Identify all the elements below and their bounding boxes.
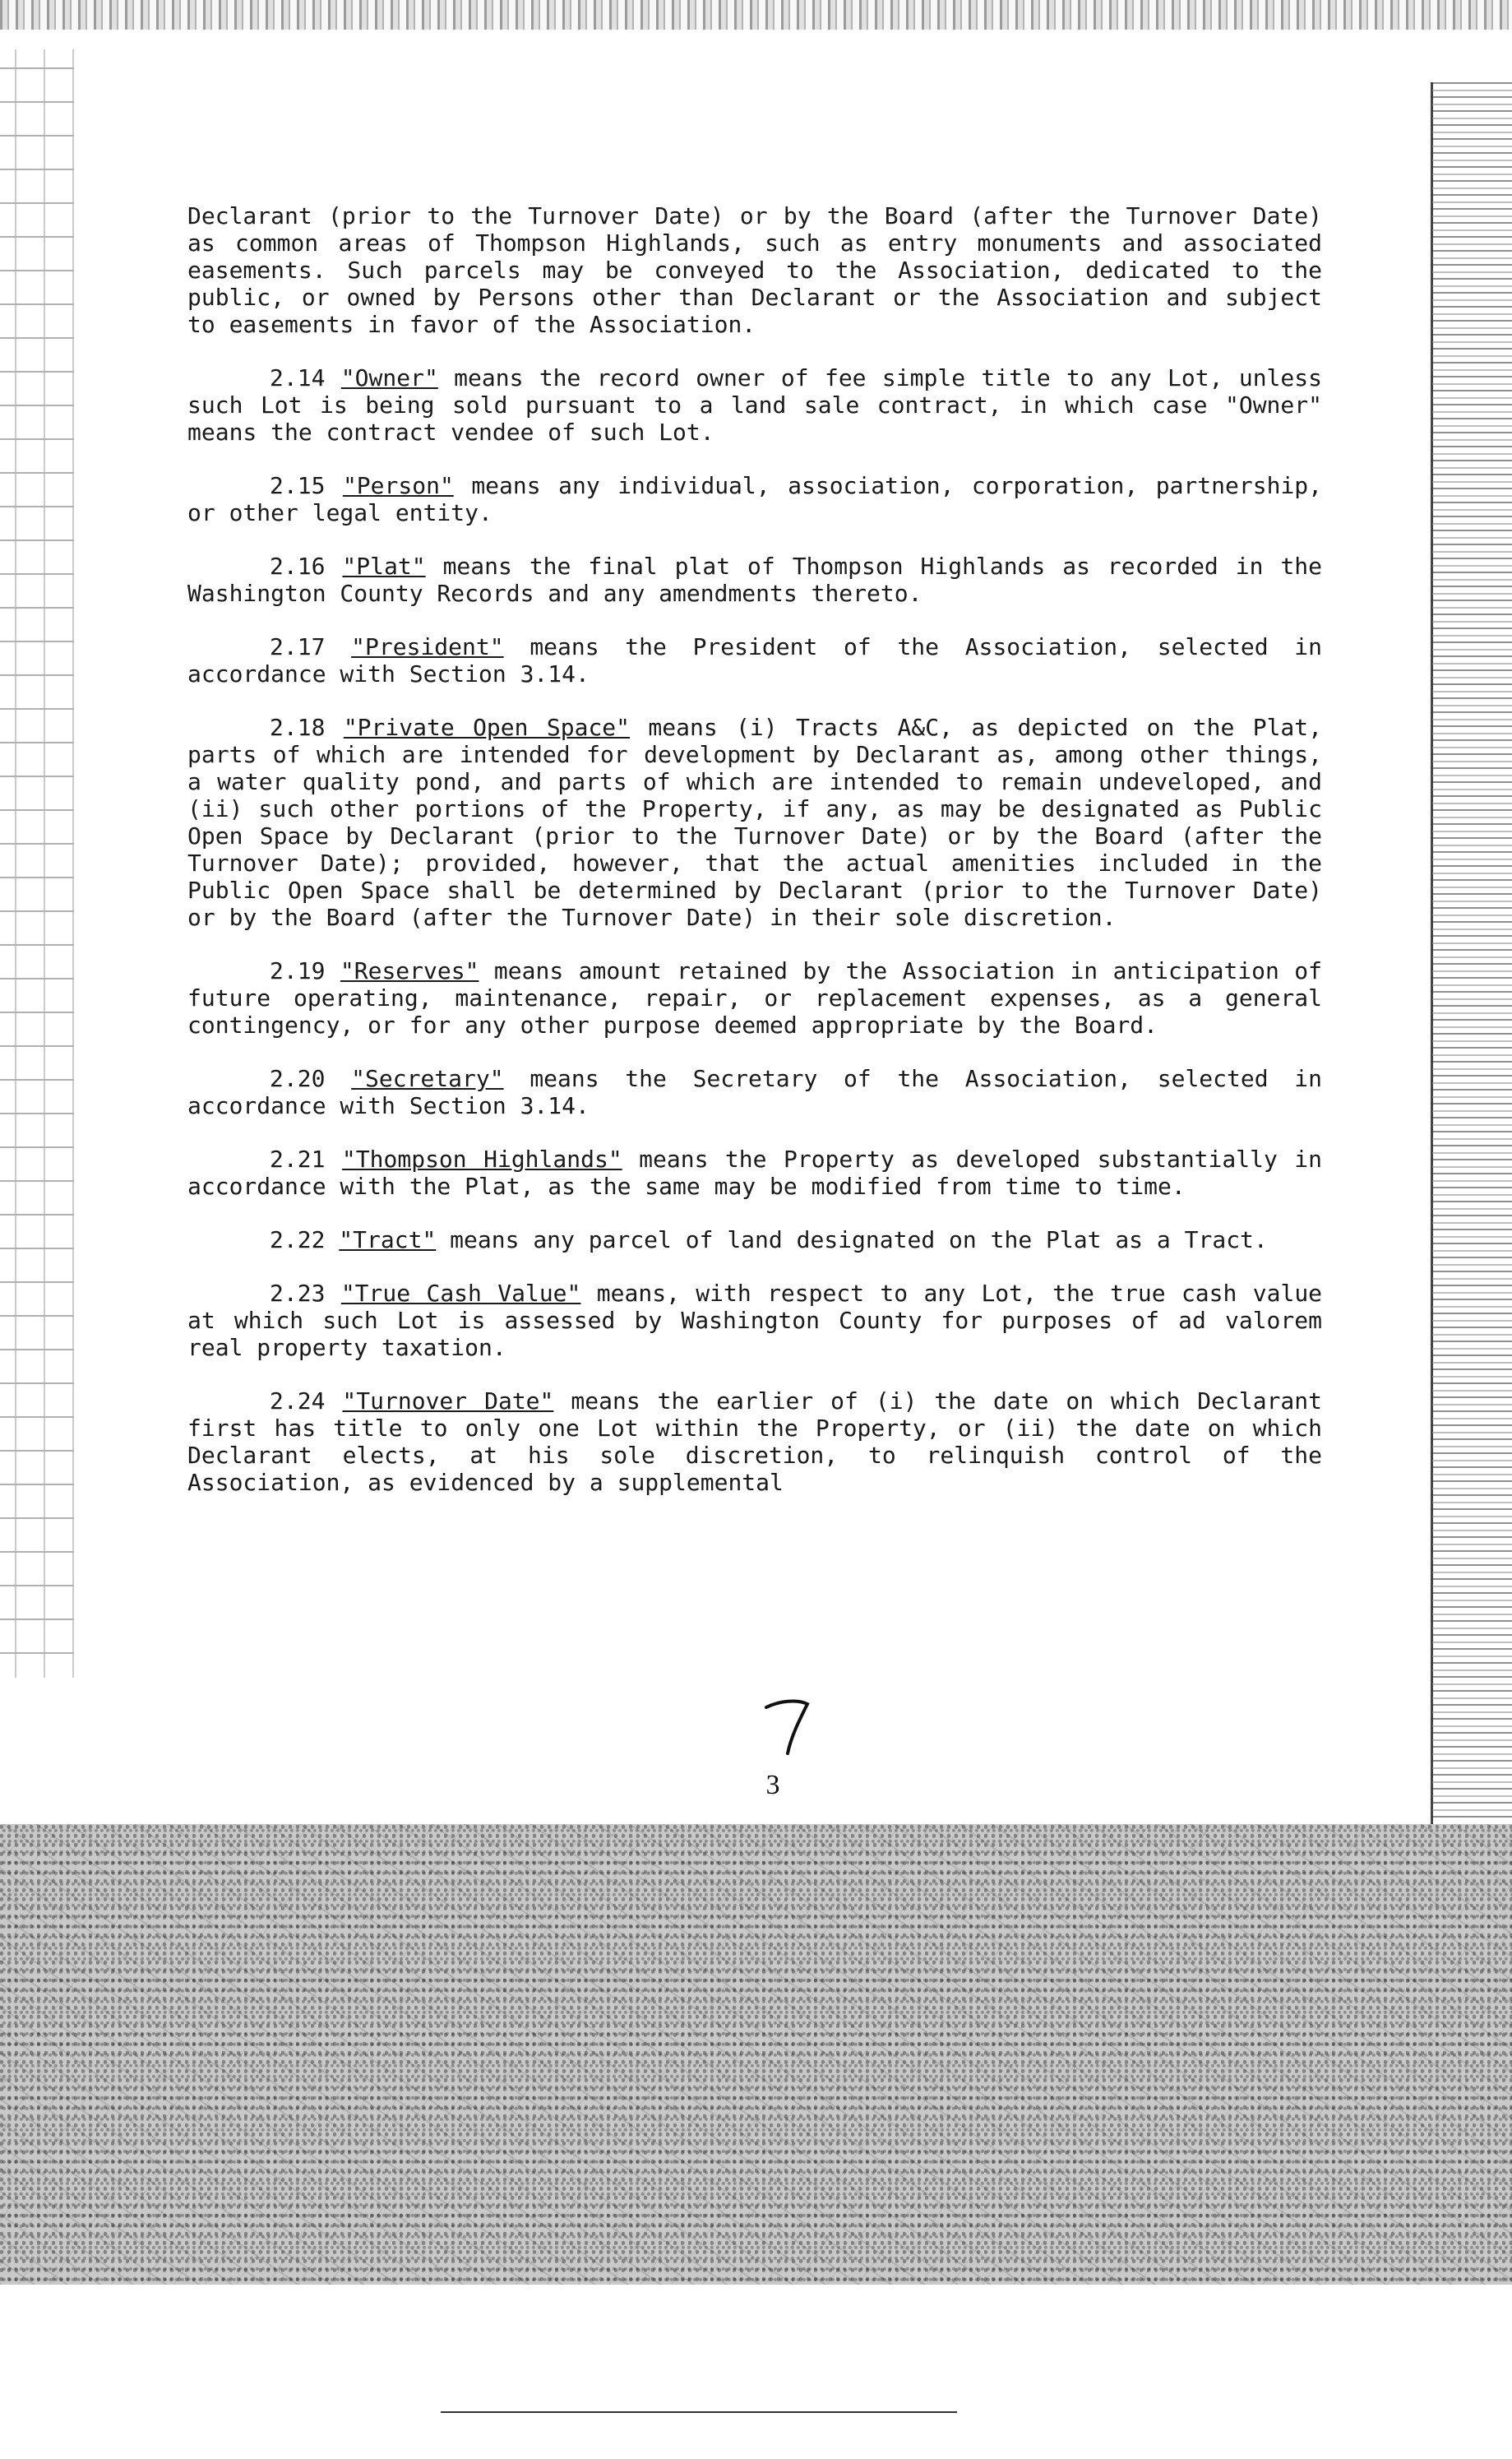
section-number: 2.18 (270, 714, 326, 741)
definition-text: means the Secretary of the Association, selected in accordance with Section 3.14. (187, 1065, 1323, 1119)
section-2-15 (187, 472, 1322, 526)
definition-text: means the record owner of fee simple title to any Lot, unless such Lot is being sold pursuant to a land sale contract, in which case "Owner" means the contract vendee of such Lot. (187, 364, 1322, 446)
section-number: 2.23 (270, 1280, 326, 1307)
defined-term: "Tract" (339, 1226, 437, 1253)
section-number: 2.22 (270, 1226, 326, 1253)
section-number: 2.24 (270, 1387, 326, 1415)
intro-paragraph: Declarant (prior to the Turnover Date) or by the Board (after the Turnover Date) as common areas of Thompson Highlands, such as entry monuments and associated easements. Such parcels may be conveyed to the Association, dedicated to the public, or owned by Persons other than Declarant or the Association and subject to easements in favor of the Association. (187, 202, 1322, 338)
scan-artifact-bottom (0, 1824, 1512, 2285)
definition-text: means the Property as developed substantially in accordance with the Plat, as the same may be modified from time to time. (187, 1146, 1323, 1200)
defined-term: "Private Open Space" (343, 714, 631, 741)
section-2-22 (187, 1226, 1322, 1253)
document-body (187, 202, 1322, 1522)
defined-term: "Reserves" (340, 957, 479, 984)
handwritten-mark (755, 1693, 821, 1758)
section-number: 2.14 (270, 364, 326, 391)
bottom-rule (441, 2411, 957, 2413)
definition-text: means any parcel of land designated on the Plat as a Tract. (450, 1226, 1268, 1253)
section-2-17 (187, 633, 1322, 688)
defined-term: "Thompson Highlands" (341, 1146, 622, 1173)
page-number: 3 (765, 1770, 780, 1800)
defined-term: "Person" (342, 472, 454, 499)
section-number: 2.15 (270, 472, 326, 499)
section-number: 2.21 (270, 1146, 326, 1173)
section-2-24 (187, 1387, 1322, 1496)
section-2-18 (187, 714, 1322, 931)
defined-term: "True Cash Value" (340, 1280, 581, 1307)
definition-text: means, with respect to any Lot, the true cash value at which such Lot is assessed by Washington County for purposes of ad valorem real property taxation. (187, 1280, 1323, 1361)
defined-term: "Owner" (340, 364, 438, 391)
section-2-14 (187, 364, 1322, 446)
definition-text: means any individual, association, corporation, partnership, or other legal entity. (187, 472, 1323, 526)
section-number: 2.19 (270, 957, 326, 984)
definition-text: means amount retained by the Association in anticipation of future operating, maintenance, repair, or replacement expenses, as a general contingency, or for any other purpose deemed appropriate by the Board. (187, 957, 1323, 1039)
defined-term: "Secretary" (351, 1065, 504, 1092)
section-2-21 (187, 1146, 1322, 1200)
section-number: 2.20 (270, 1065, 326, 1092)
section-2-20 (187, 1065, 1322, 1119)
definition-text: means the President of the Association, selected in accordance with Section 3.14. (187, 633, 1323, 688)
defined-term: "President" (351, 633, 504, 660)
definition-text: means the final plat of Thompson Highlands as recorded in the Washington County Records and any amendments thereto. (187, 553, 1323, 607)
scan-artifact-left-margin (0, 49, 74, 1678)
defined-term: "Turnover Date" (342, 1387, 554, 1415)
defined-term: "Plat" (342, 553, 426, 580)
section-2-23 (187, 1280, 1322, 1361)
scan-artifact-right-margin (1432, 82, 1512, 1818)
definition-text: means (i) Tracts A&C, as depicted on the Plat, parts of which are intended for development by Declarant as, among other things, a water quality pond, and parts of which are intended to remain undeveloped, and (ii) such other portions of the Property, if any, as may be designated as Public Open Space by Declarant (prior to the Turnover Date) or by the Board (after the Turnover Date); provided, however, that the actual amenities included in the Public Open Space shall be determined by Declarant (prior to the Turnover Date) or by the Board (after the Turnover Date) in their sole discretion. (187, 714, 1323, 931)
section-number: 2.17 (270, 633, 326, 660)
section-2-16 (187, 553, 1322, 607)
definition-text: means the earlier of (i) the date on which Declarant first has title to only one Lot within the Property, or (ii) the date on which Declarant elects, at his sole discretion, to relinquish control of the Association, as evidenced by a supplemental (187, 1387, 1323, 1496)
section-2-19 (187, 957, 1322, 1039)
section-number: 2.16 (270, 553, 326, 580)
scan-artifact-top (0, 0, 1512, 30)
